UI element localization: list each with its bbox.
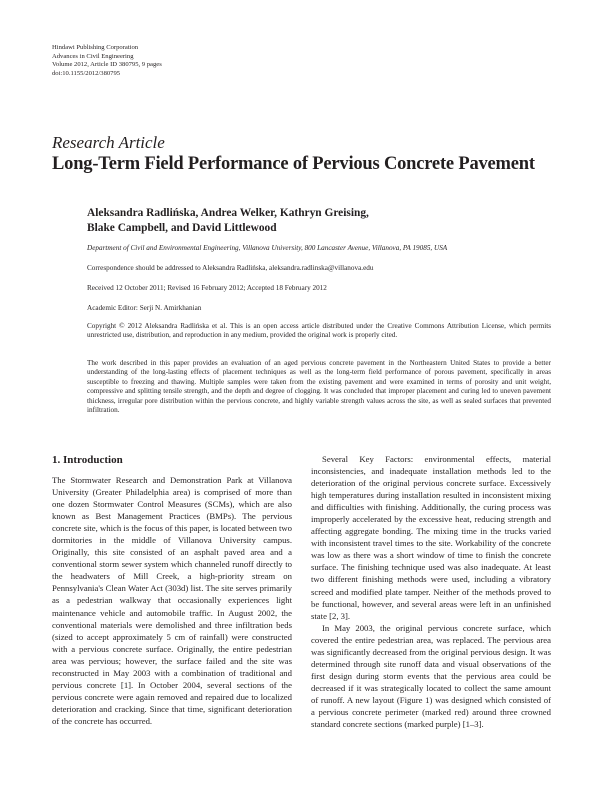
journal-doi: doi:10.1155/2012/380795 xyxy=(52,69,121,77)
intro-paragraph-1: The Stormwater Research and Demonstration Park at Villanova University (Greater Philadelphia area) is comprised of more than one dozen Stormwater Control Measures (SCMs), which are also known as Best Management Practices (BMPs). The pervious concrete site, which is the focus of this paper, is located between two dormitories in the middle of Villanova University campus. Originally, this site consisted of an asphalt paved area and a conventional storm sewer system which channeled runoff directly to the headwaters of Mill Creek, a high-priority stream on Pennsylvania's Clean Water Act (303d) list. The site serves primarily as a pedestrian walkway that occasionally experiences light maintenance vehicle and automobile traffic. In August 2002, the conventional materials were demolished and three infiltration beds (sized to accept approximately 5 cm of rainfall) were constructed with a pervious concrete surface. Originally, the entire pedestrian area was pervious; however, the surface failed and the site was reconstructed in May 2003 with a combination of traditional and pervious concrete [1]. In October 2004, several sections of the pervious concrete were again removed and repaired due to localized deterioration and cracking. Since that time, significant deterioration of the concrete has occurred. xyxy=(52,475,292,726)
article-type: Research Article xyxy=(52,133,165,152)
abstract: The work described in this paper provides an evaluation of an aged pervious concrete pavement in the Northeastern United States to provide a better understanding of the long-lasting effects of placement techniques as well as the long-term field performance of porous pavement, specifically in areas susceptible to freezing and thawing. Multiple samples were taken from the existing pavement and were examined in terms of porosity and unit weight, compressive and splitting tensile strength, and the depth and degree of clogging. It was concluded that improper placement and curing led to uneven pavement thickness, irregular pore distribution within the pervious concrete, and highly variable strength values across the site, as well as sealed surfaces that prevented infiltration. xyxy=(87,359,551,415)
correspondence: Correspondence should be addressed to Aleksandra Radlińska, aleksandra.radlinska@villanova.edu xyxy=(87,264,374,272)
journal-publisher: Hindawi Publishing Corporation xyxy=(52,44,139,51)
received-dates: Received 12 October 2011; Revised 16 February 2012; Accepted 18 February 2012 xyxy=(87,284,327,292)
intro-paragraph-2: Several Key Factors: environmental effects, material inconsistencies, and inadequate installation methods led to the deterioration of the original pervious concrete surface. Excessively high temperatures during installation resulted in inconsistent mixing and difficulties with finishing. Additionally, the curing process was improperly accelerated by the excessive heat, reducing strength and affecting aggregate bonding. The mixing time in the trucks varied with inconsistent travel times to the site. Workability of the concrete was low as there was a short window of time to finish the concrete surface. The finishing technique used was also inadequate. At least two different finishing methods were used, including a vibratory screed and modified plate tamper. Neither of the methods proved to be functional, however, and several areas were left in an unfinished state [2, 3]. xyxy=(311,454,551,621)
journal-name: Advances in Civil Engineering xyxy=(52,52,134,60)
copyright-notice: Copyright © 2012 Aleksandra Radlińska et al. This is an open access article distributed under the Creative Commons Attribution License, which permits unrestricted use, distribution, and reproduction in any medium, provided the original work is properly cited. xyxy=(87,322,551,340)
publisher-info xyxy=(52,44,162,78)
author-list xyxy=(87,206,551,236)
affiliation: Department of Civil and Environmental Engineering, Villanova University, 800 Lancaster Avenue, Villanova, PA 19085, USA xyxy=(87,244,448,252)
section-heading: 1. Introduction xyxy=(52,454,123,466)
journal-volume: Volume 2012, Article ID 380795, 9 pages xyxy=(52,61,162,69)
body-column-left xyxy=(52,453,292,727)
body-column-right xyxy=(311,453,551,730)
paper-title: Long-Term Field Performance of Pervious Concrete Pavement xyxy=(52,154,535,174)
intro-paragraph-3: In May 2003, the original pervious concrete surface, which covered the entire pedestrian area, was replaced. The pervious area was significantly decreased from the original pervious design. It was determined through site runoff data and visual observations of the first design during storm events that the pervious area could be decreased if it was strategically located to collect the same amount of runoff. A new layout (Figure 1) was designed which consisted of a pervious concrete perimeter (marked red) around three crowned standard concrete sections (marked purple) [1–3]. xyxy=(311,622,551,730)
authors-line-2: Blake Campbell, and David Littlewood xyxy=(87,222,277,234)
academic-editor: Academic Editor: Serji N. Amirkhanian xyxy=(87,304,202,312)
authors-line-1: Aleksandra Radlińska, Andrea Welker, Kathryn Greising, xyxy=(87,207,369,219)
